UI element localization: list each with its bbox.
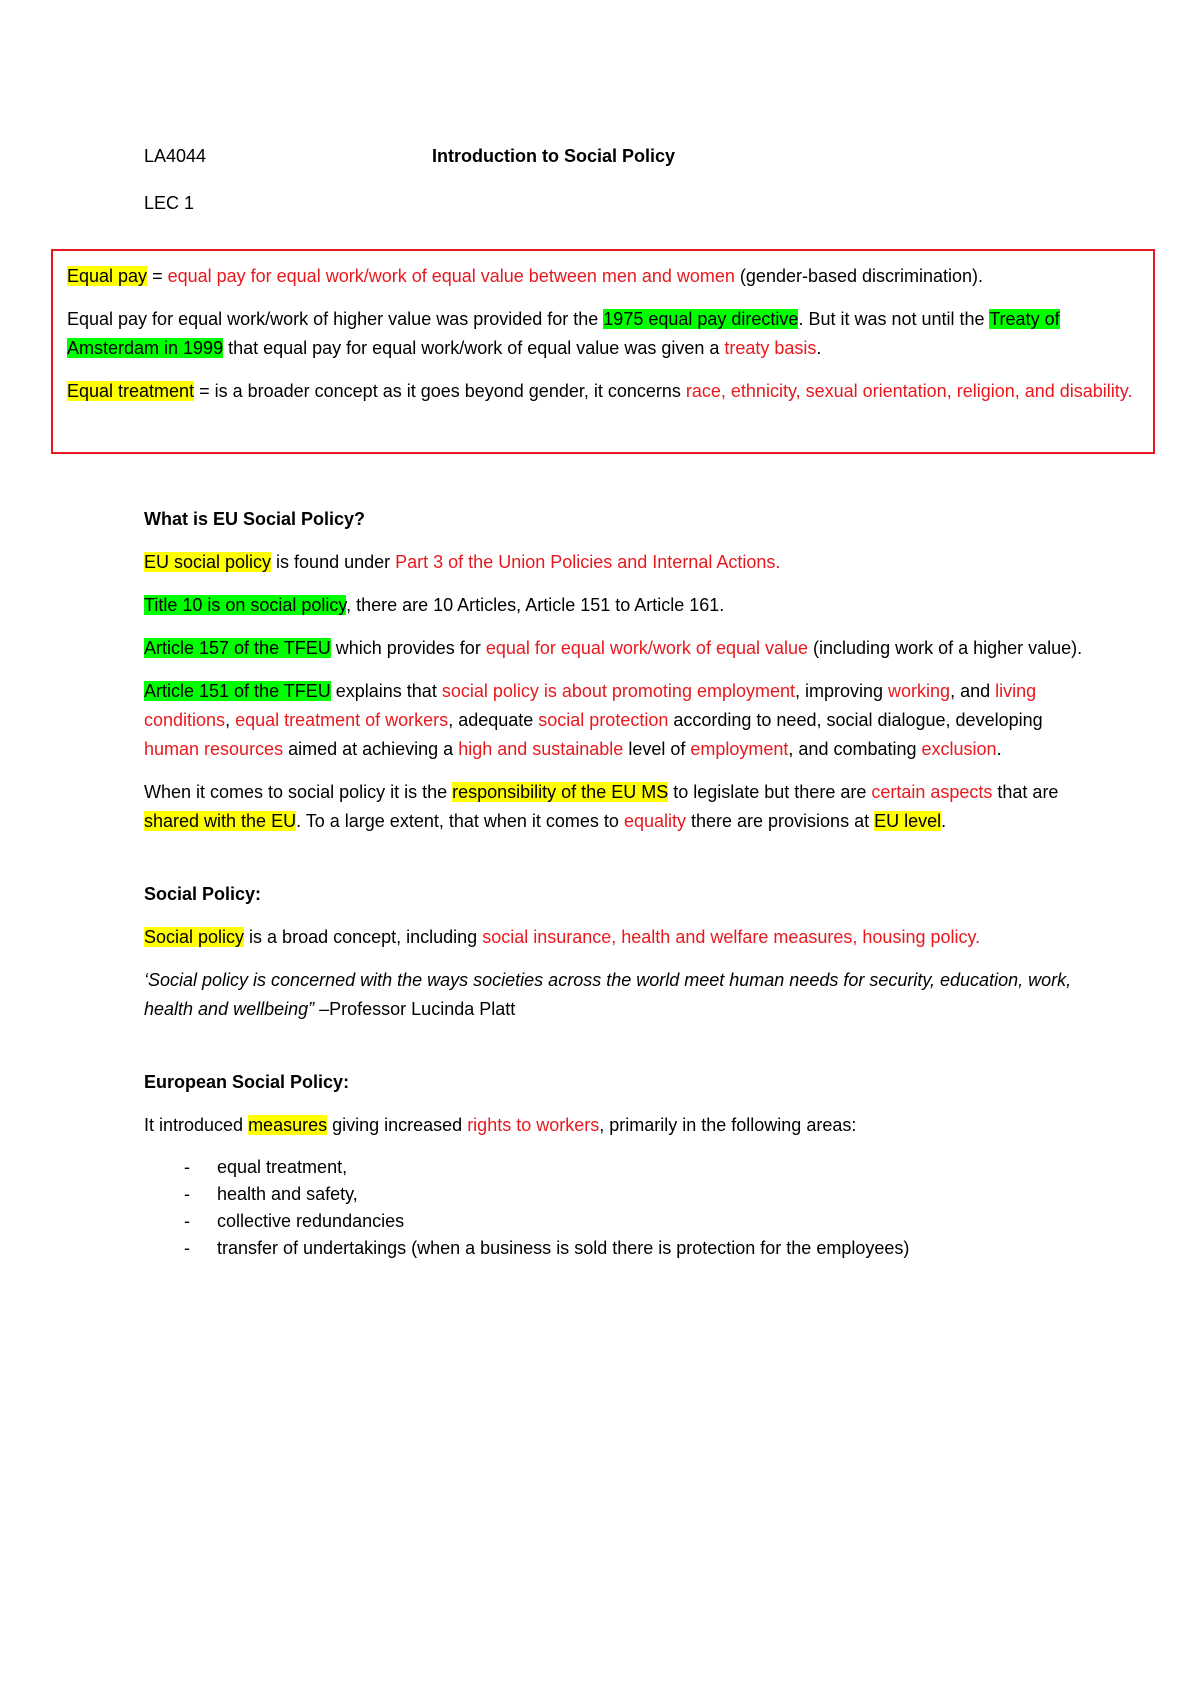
highlight-treaty: Treaty of Amsterdam in 1999 (67, 309, 1060, 358)
eu-paragraph-3: Article 157 of the TFEU which provides for equal for equal work/work of equal value (including work of a higher value). (144, 638, 1083, 658)
dash-bullet: - (184, 1238, 190, 1258)
highlight-term: responsibility of the EU MS (452, 782, 669, 802)
red-emphasis: equal for equal work/work of equal value (485, 638, 809, 658)
course-code: LA4044 (144, 146, 207, 166)
highlight-term: EU level (874, 811, 942, 831)
red-emphasis: Part 3 of the Union Policies and Internal Actions. (395, 552, 781, 572)
highlight-title-10: Title 10 is on social policy (144, 595, 347, 615)
red-emphasis: equal pay for equal work/work of equal value between men and women (167, 266, 735, 286)
platt-quote (144, 966, 1094, 1024)
red-emphasis: social insurance, health and welfare measures, housing policy. (482, 927, 981, 947)
areas-list (144, 1154, 1094, 1262)
eu-paragraph-4: Article 151 of the TFEU explains that social policy is about promoting employment, improving working, and living conditions, equal treatment of workers, adequate social protection according to need, social dialogue, developing human resources aimed at achieving a high and sustainable level of employment, and combating exclusion. (144, 681, 1043, 759)
list-item: - collective redundancies (144, 1208, 1094, 1235)
lecture-label: LEC 1 (144, 193, 195, 213)
quote-author: Professor Lucinda Platt (329, 999, 516, 1019)
eu-paragraph-1: EU social policy is found under Part 3 of the Union Policies and Internal Actions. (144, 552, 781, 572)
quote-text: ‘Social policy is concerned with the ways societies across the world meet human needs for security, education, work, health and wellbeing” – (144, 970, 1072, 1019)
red-emphasis: treaty basis (724, 338, 817, 358)
dash-bullet: - (184, 1184, 190, 1204)
highlight-term: shared with the EU (144, 811, 297, 831)
dash-bullet: - (184, 1211, 190, 1231)
dash-bullet: - (184, 1157, 190, 1177)
eu-paragraph-5: When it comes to social policy it is the responsibility of the EU MS to legislate but there are certain aspects that are shared with the EU. To a large extent, that when it comes to equality there are provisions at EU level. (144, 782, 1059, 831)
european-paragraph-1: It introduced measures giving increased rights to workers, primarily in the following areas: (144, 1115, 857, 1135)
highlight-term: Social policy (144, 927, 245, 947)
highlight-article-151: Article 151 of the TFEU (144, 681, 331, 701)
list-item: - transfer of undertakings (when a business is sold there is protection for the employees) (144, 1235, 1094, 1262)
section-heading-european-social-policy: European Social Policy: (144, 1072, 350, 1092)
highlight-term: EU social policy (144, 552, 272, 572)
equal-pay-definition: Equal pay = equal pay for equal work/work of equal value between men and women (gender-based discrimination). (67, 266, 984, 286)
highlight-term: measures (248, 1115, 328, 1135)
main-content (144, 505, 1094, 1262)
equal-pay-summary-box (51, 249, 1155, 454)
document-title: Introduction to Social Policy (432, 146, 676, 166)
list-item: - equal treatment, (144, 1154, 1094, 1181)
red-emphasis: race, ethnicity, sexual orientation, religion, and disability. (685, 381, 1133, 401)
equal-pay-history: Equal pay for equal work/work of higher value was provided for the 1975 equal pay directive. But it was not until the Treaty of Amsterdam in 1999 that equal pay for equal work/work of equal value was given a treaty basis. (67, 309, 1060, 358)
red-emphasis: rights to workers (467, 1115, 600, 1135)
section-spacer (144, 1038, 1094, 1068)
section-heading-social-policy: Social Policy: (144, 884, 262, 904)
eu-paragraph-2: Title 10 is on social policy, there are 10 Articles, Article 151 to Article 161. (144, 595, 725, 615)
section-heading-eu-social-policy: What is EU Social Policy? (144, 509, 366, 529)
highlight-term: Equal pay (67, 266, 148, 286)
equal-treatment-definition: Equal treatment = is a broader concept as it goes beyond gender, it concerns race, ethnicity, sexual orientation, religion, and disability. (67, 381, 1133, 401)
section-spacer (144, 850, 1094, 880)
highlight-directive: 1975 equal pay directive (603, 309, 799, 329)
list-item: - health and safety, (144, 1181, 1094, 1208)
highlight-term: Equal treatment (67, 381, 195, 401)
highlight-article-157: Article 157 of the TFEU (144, 638, 331, 658)
social-paragraph-1: Social policy is a broad concept, including social insurance, health and welfare measures, housing policy. (144, 927, 981, 947)
